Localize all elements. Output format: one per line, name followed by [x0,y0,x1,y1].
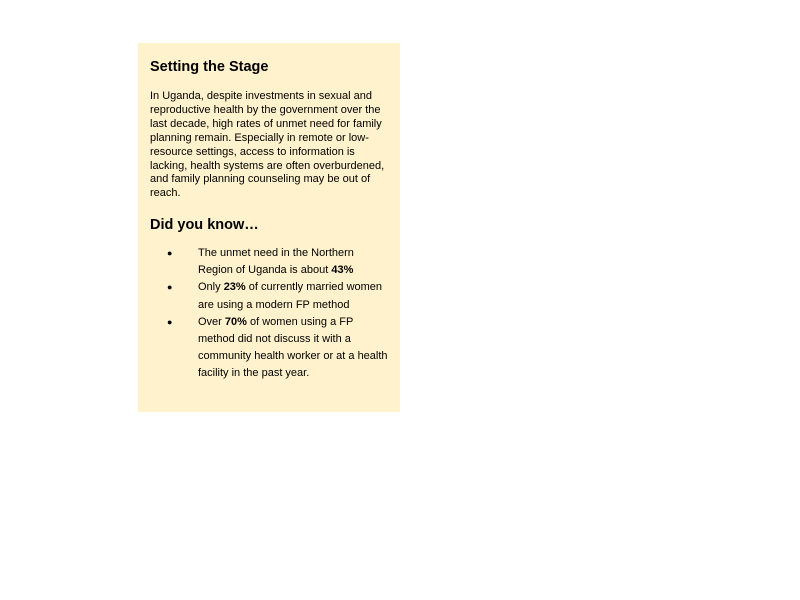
fact-text-after: of women using a FP method did not discuss it with a community health worker or at a health facility in the past year. [198,315,388,380]
setting-the-stage-callout [138,43,400,412]
fact-text-after: of currently married women are using a modern FP method [198,281,383,311]
setting-the-stage-paragraph: In Uganda, despite investments in sexual and reproductive health by the government over the last decade, high rates of unmet need for family planning remain. Especially in remote or low-resource settings, access to information is lacking, health systems are often overburdened, and family planning counseling may be out of reach. [150,90,385,200]
fact-item-unmet-need [138,245,388,279]
fact-value: 70% [224,315,247,328]
bullet-dot-icon: ● [167,316,173,327]
did-you-know-heading: Did you know… [150,217,259,233]
fact-text-before: Only [198,281,224,294]
setting-the-stage-heading: Setting the Stage [150,59,269,75]
bullet-dot-icon: ● [167,282,173,293]
fact-value: 43% [331,264,354,277]
fact-value: 23% [223,281,246,294]
did-you-know-list [138,245,400,383]
fact-item-modern-fp-use [138,279,388,313]
bullet-dot-icon: ● [167,248,173,258]
fact-text-before: The unmet need in the Northern Region of Uganda is about [198,247,354,277]
fact-item-no-discussion [138,314,388,383]
fact-text-before: Over [198,315,225,328]
